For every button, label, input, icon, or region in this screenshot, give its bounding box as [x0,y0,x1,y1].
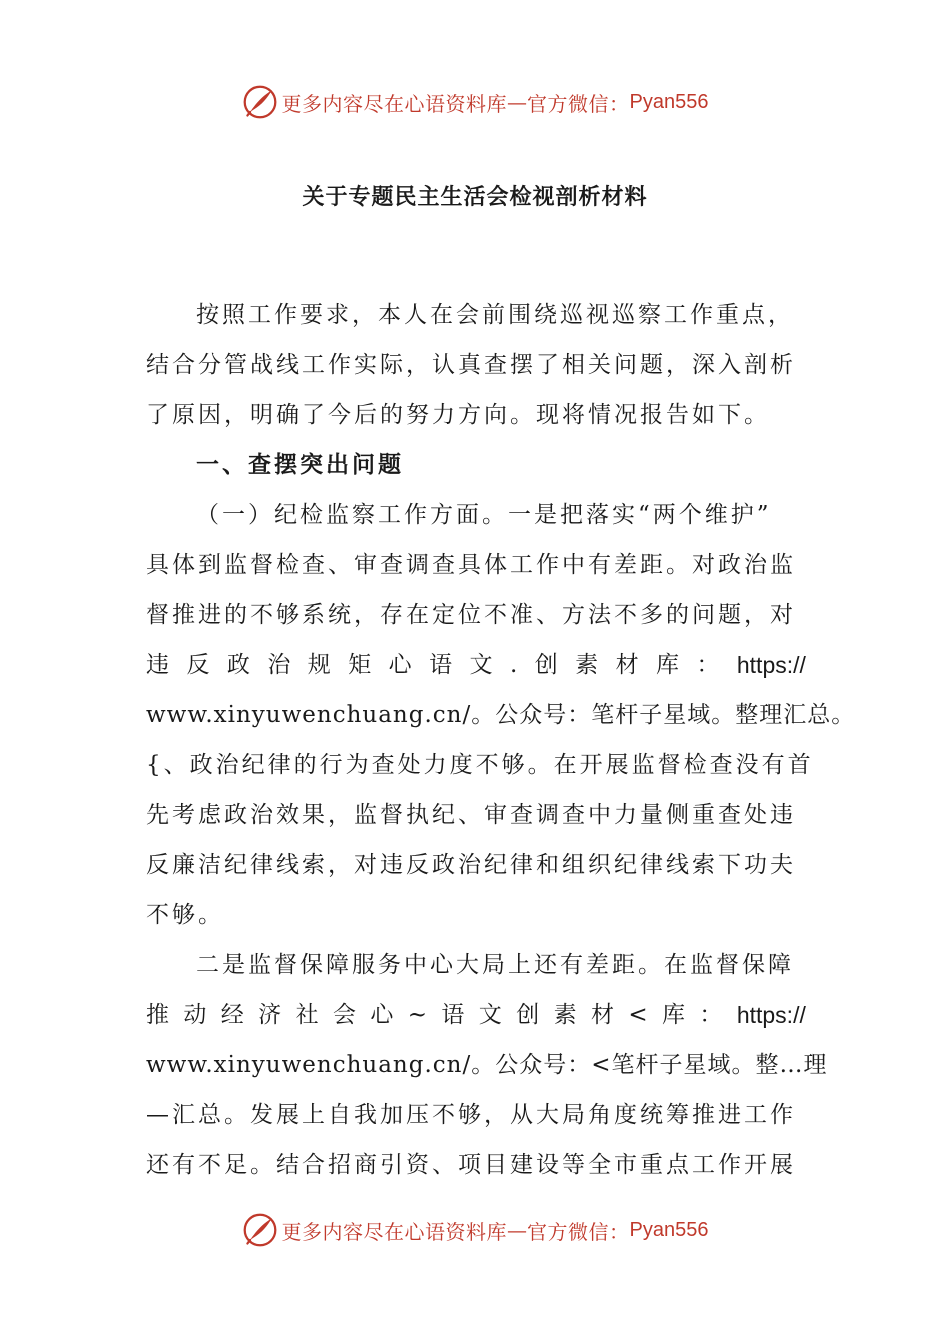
paragraph-line-spread [146,640,806,690]
paragraph-line: 具体到监督检查、审查调查具体工作中有差距。对政治监 [146,552,796,578]
quill-logo-icon [242,84,278,120]
paragraph-line-url: www.xinyuwenchuang.cn/。公众号：笔杆子星域。整理汇总。 [146,702,856,728]
spread-char: 会 [332,1002,359,1028]
spread-char: 库 [662,1002,689,1028]
spread-char: 动 [183,1002,210,1028]
paragraph-line: （一）纪检监察工作方面。一是把落实“两个维护” [196,502,772,528]
spread-char: 材 [615,652,642,678]
spread-char: < [628,1002,651,1028]
paragraph-line: {、政治纪律的行为查处力度不够。在开展监督检查没有首 [146,752,814,778]
watermark-text: 更多内容尽在心语资料库 [281,1219,508,1244]
spread-char: 库 [656,652,682,678]
spread-char: 规 [307,652,334,678]
quill-logo-icon [242,1212,278,1248]
spread-char: 材 [590,1002,617,1028]
spread-char: 济 [258,1002,285,1028]
paragraph-line-url: www.xinyuwenchuang.cn/。公众号：<笔杆子星域。整…理 [146,1052,828,1078]
spread-char: 语 [429,652,456,678]
spread-char: 文 [469,652,496,678]
watermark-text: 更多内容尽在心语资料库 [281,91,508,116]
spread-char: 心 [388,652,415,678]
paragraph-line-spread [146,990,806,1040]
spread-char: 素 [553,1002,580,1028]
paragraph-line: 按照工作要求，本人在会前围绕巡视巡察工作重点， [196,302,794,328]
paragraph-line: 二是监督保障服务中心大局上还有差距。在监督保障 [196,952,794,978]
spread-url: https:// [736,1002,806,1028]
spread-char: 治 [267,652,294,678]
spread-char: 素 [575,652,602,678]
paragraph-line: 还有不足。结合招商引资、项目建设等全市重点工作开展 [146,1152,796,1178]
spread-char: 语 [441,1002,468,1028]
watermark-footer [0,1212,950,1248]
spread-char: 反 [186,652,213,678]
watermark-contact-label: 官方微信： [527,91,630,116]
spread-char: 创 [534,652,561,678]
paragraph-line: 不够。 [146,902,224,928]
watermark-header [0,84,950,120]
paragraph-line: 了原因，明确了今后的努力方向。现将情况报告如下。 [146,402,770,428]
spread-char: ： [696,652,723,678]
paragraph-line: 结合分管战线工作实际，认真查摆了相关问题，深入剖析 [146,352,796,378]
paragraph-line: —汇总。发展上自我加压不够，从大局角度统筹推进工作 [146,1102,796,1128]
spread-char: 社 [295,1002,322,1028]
spread-char: ~ [407,1002,431,1028]
watermark-contact-label: 官方微信： [527,1219,630,1244]
spread-char: ： [699,1002,726,1028]
paragraph-line: 督推进的不够系统，存在定位不准、方法不多的问题，对 [146,602,796,628]
paragraph-line: 先考虑政治效果，监督执纪、审查调查中力量侧重查处违 [146,802,796,828]
spread-url: https:// [736,652,806,678]
spread-char: 政 [226,652,253,678]
spread-char: 创 [516,1002,543,1028]
spread-char: 经 [220,1002,247,1028]
document-body [146,290,856,1190]
spread-char: 矩 [348,652,375,678]
watermark-dash: — [507,90,528,114]
spread-char: 文 [478,1002,505,1028]
watermark-contact-id: Pyan556 [629,90,709,113]
spread-char: 违 [146,652,172,678]
watermark-dash: — [507,1218,528,1242]
spread-char: 心 [370,1002,397,1028]
spread-char: . [509,652,521,678]
paragraph-line: 反廉洁纪律线索，对违反政治纪律和组织纪律线索下功夫 [146,852,796,878]
spread-char: 推 [146,1002,172,1028]
watermark-contact-id: Pyan556 [629,1218,709,1241]
section-heading: 一、查摆突出问题 [196,452,404,478]
document-title: 关于专题民主生活会检视剖析材料 [302,185,648,210]
